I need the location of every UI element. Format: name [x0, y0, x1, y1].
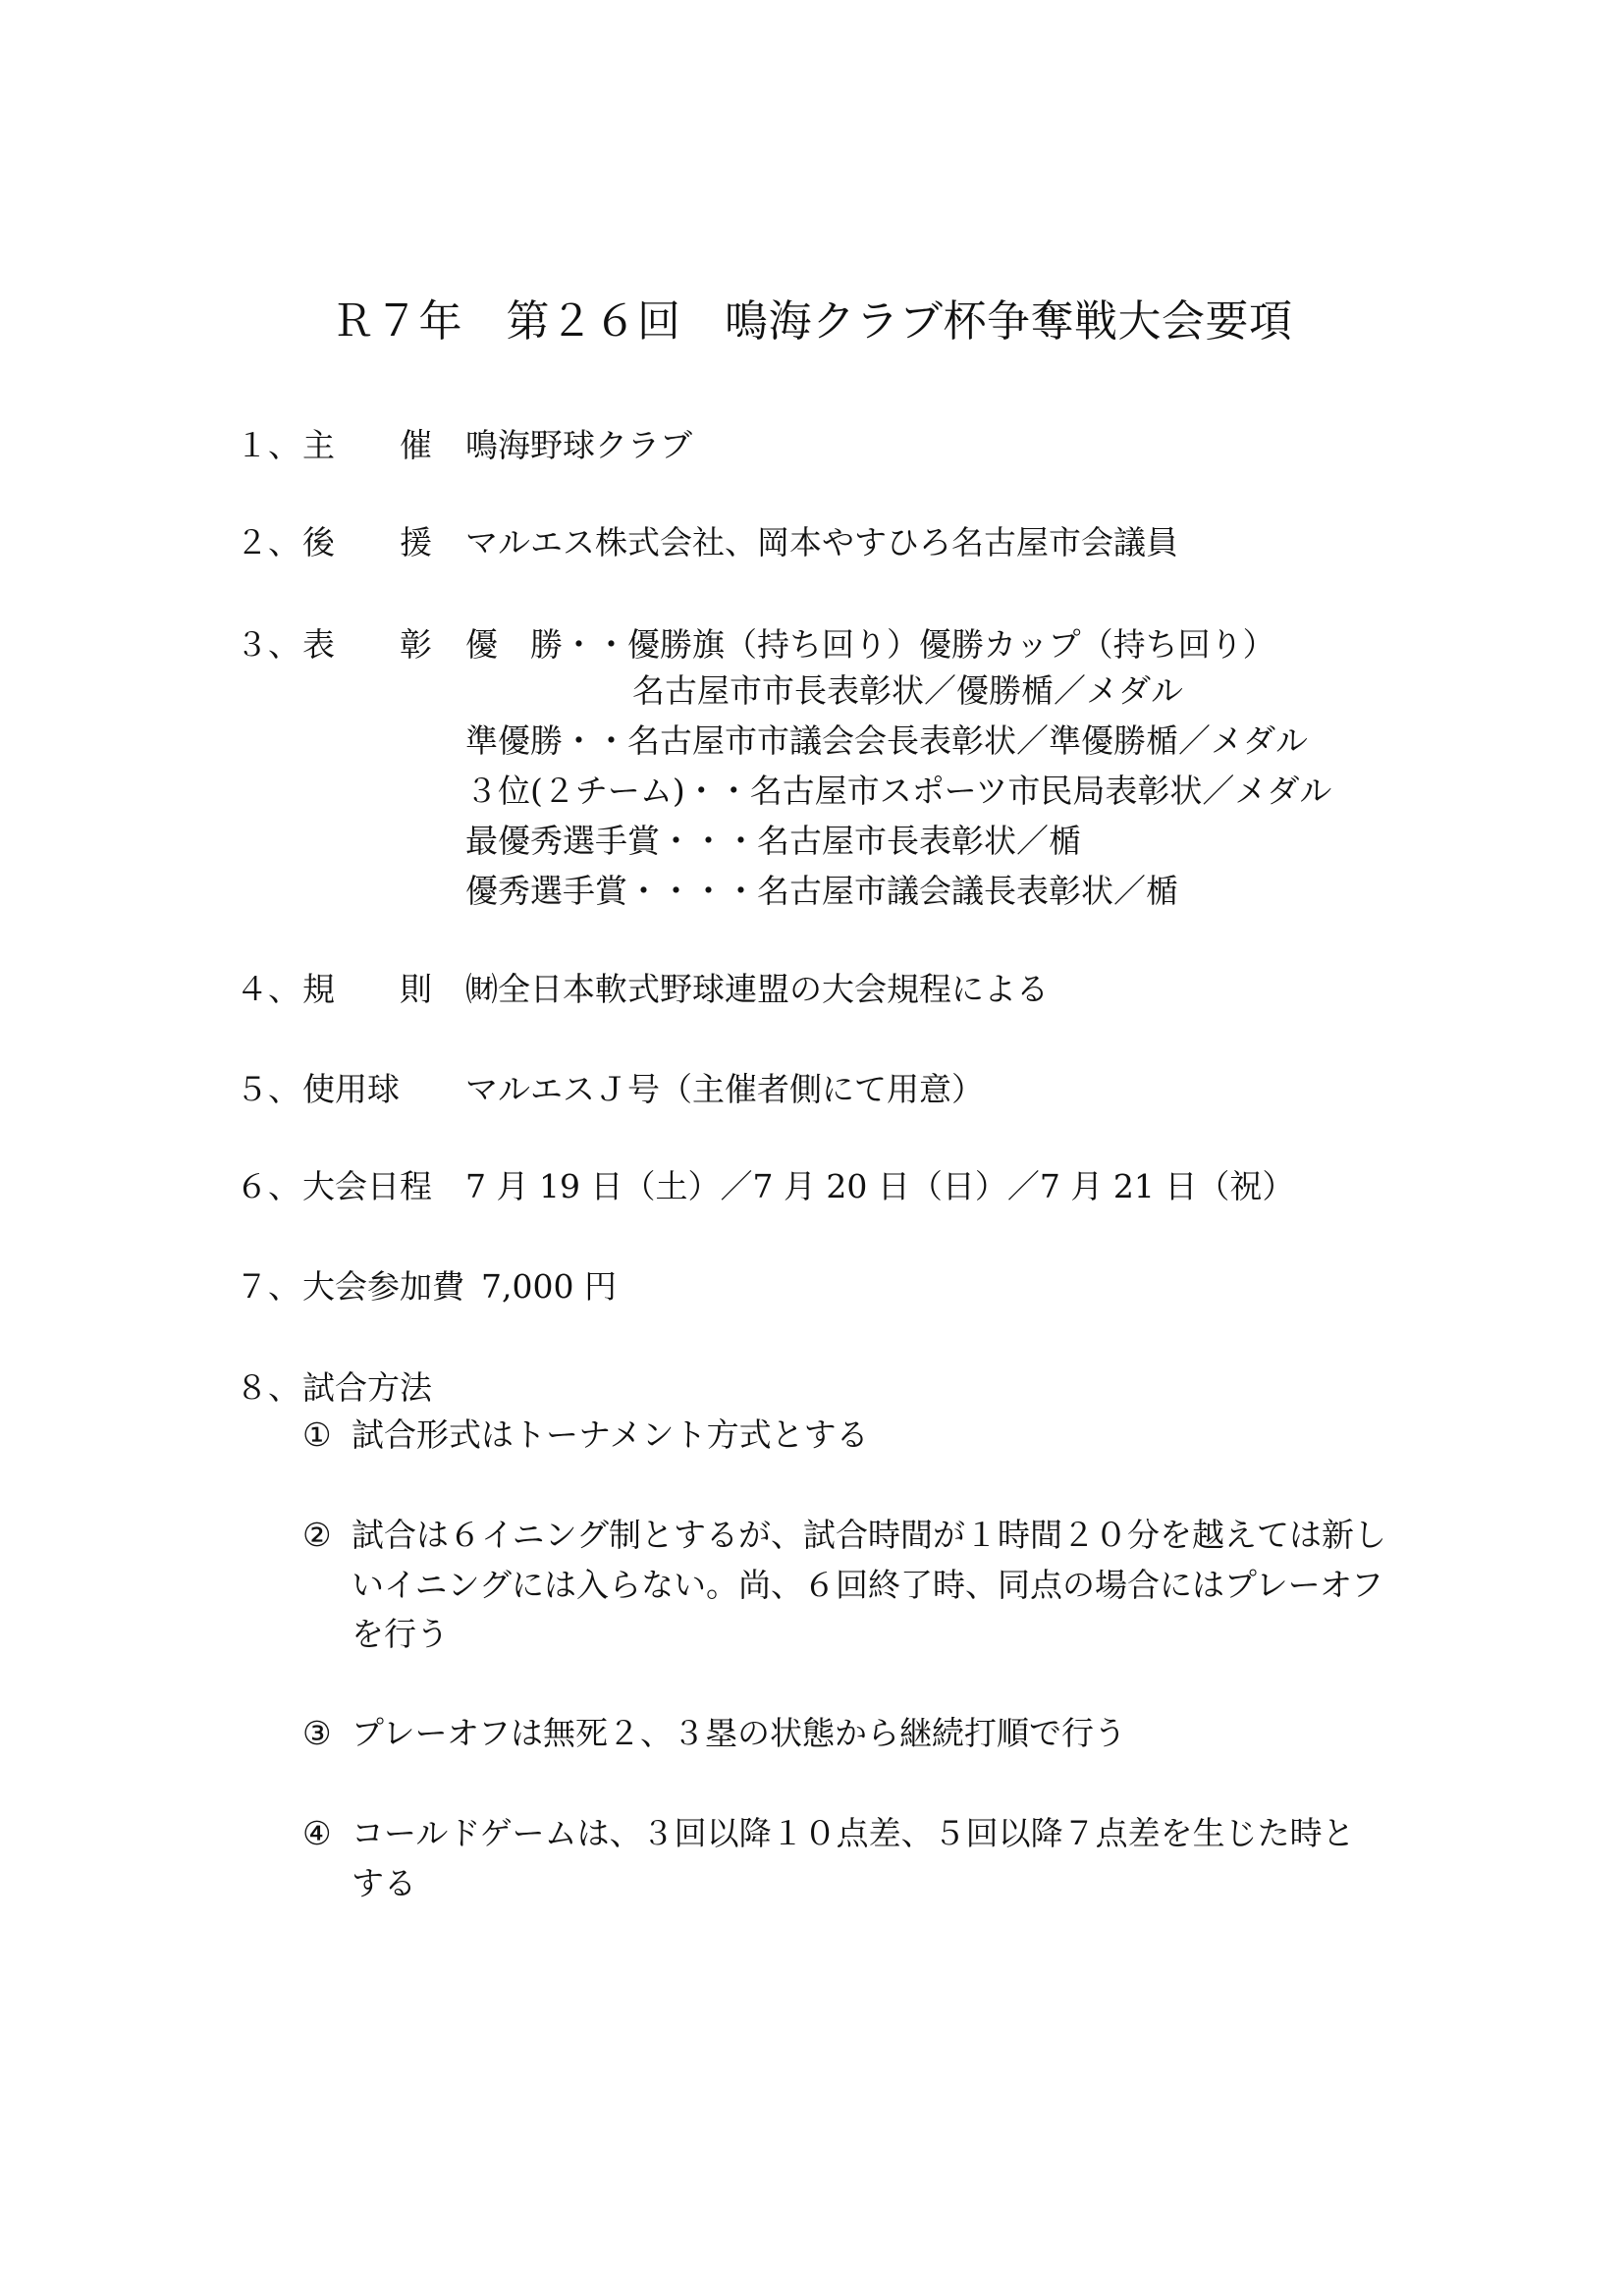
award-line-champion: 優 勝・・優勝旗（持ち回り）優勝カップ（持ち回り） [465, 625, 1275, 664]
rule-marker: ④ [302, 1814, 332, 1852]
rule-text: プレーオフは無死２、３塁の状態から継続打順で行う [352, 1714, 1127, 1752]
section-label: 大会参加費 [302, 1267, 464, 1306]
section-label: 後 援 [302, 523, 432, 561]
award-line-runner-up: 準優勝・・名古屋市市議会会長表彰状／準優勝楯／メダル [465, 721, 1308, 760]
section-label: 試合方法 [302, 1368, 432, 1407]
rule-text: 試合は６イニング制とするが、試合時間が１時間２０分を越えては新し [352, 1516, 1387, 1554]
section-label: 使用球 [302, 1070, 400, 1108]
section-number: １、 [236, 426, 300, 464]
section-content: マルエス株式会社、岡本やすひろ名古屋市会議員 [465, 523, 1178, 561]
award-line-mvp: 最優秀選手賞・・・名古屋市長表彰状／楯 [465, 822, 1081, 860]
document-title: Ｒ７年 第２６回 鳴海クラブ杯争奪戦大会要項 [331, 296, 1293, 347]
rule-marker: ③ [302, 1714, 332, 1752]
section-label: 規 則 [302, 970, 432, 1008]
section-number: ７、 [236, 1267, 300, 1306]
section-number: ５、 [236, 1070, 300, 1108]
section-label: 主 催 [302, 426, 432, 464]
section-content: マルエスＪ号（主催者側にて用意） [465, 1070, 984, 1108]
rule-marker: ① [302, 1415, 332, 1454]
rule-text: を行う [352, 1615, 449, 1653]
rule-text: コールドゲームは、３回以降１０点差、５回以降７点差を生じた時と [352, 1814, 1355, 1852]
section-label: 大会日程 [302, 1167, 432, 1205]
section-content: ㈶全日本軟式野球連盟の大会規程による [465, 970, 1049, 1008]
rule-text: いイニングには入らない。尚、６回終了時、同点の場合にはプレーオフ [352, 1566, 1384, 1604]
section-number: ２、 [236, 523, 300, 561]
section-content: 7,000 円 [481, 1267, 617, 1306]
award-line-champion-cont: 名古屋市市長表彰状／優勝楯／メダル [632, 671, 1183, 710]
section-number: ４、 [236, 970, 300, 1008]
rule-text: する [352, 1864, 416, 1902]
section-number: ６、 [236, 1167, 300, 1205]
section-content: 7 月 19 日（土）／7 月 20 日（日）／7 月 21 日（祝） [465, 1167, 1295, 1205]
section-label: 表 彰 [302, 625, 432, 664]
section-number: ３、 [236, 625, 300, 664]
rule-marker: ② [302, 1516, 332, 1554]
section-content: 鳴海野球クラブ [465, 426, 692, 464]
award-line-third: ３位(２チーム)・・名古屋市スポーツ市民局表彰状／メダル [465, 772, 1332, 810]
award-line-outstanding: 優秀選手賞・・・・名古屋市議会議長表彰状／楯 [465, 872, 1178, 910]
section-number: ８、 [236, 1368, 300, 1407]
rule-text: 試合形式はトーナメント方式とする [352, 1415, 869, 1454]
